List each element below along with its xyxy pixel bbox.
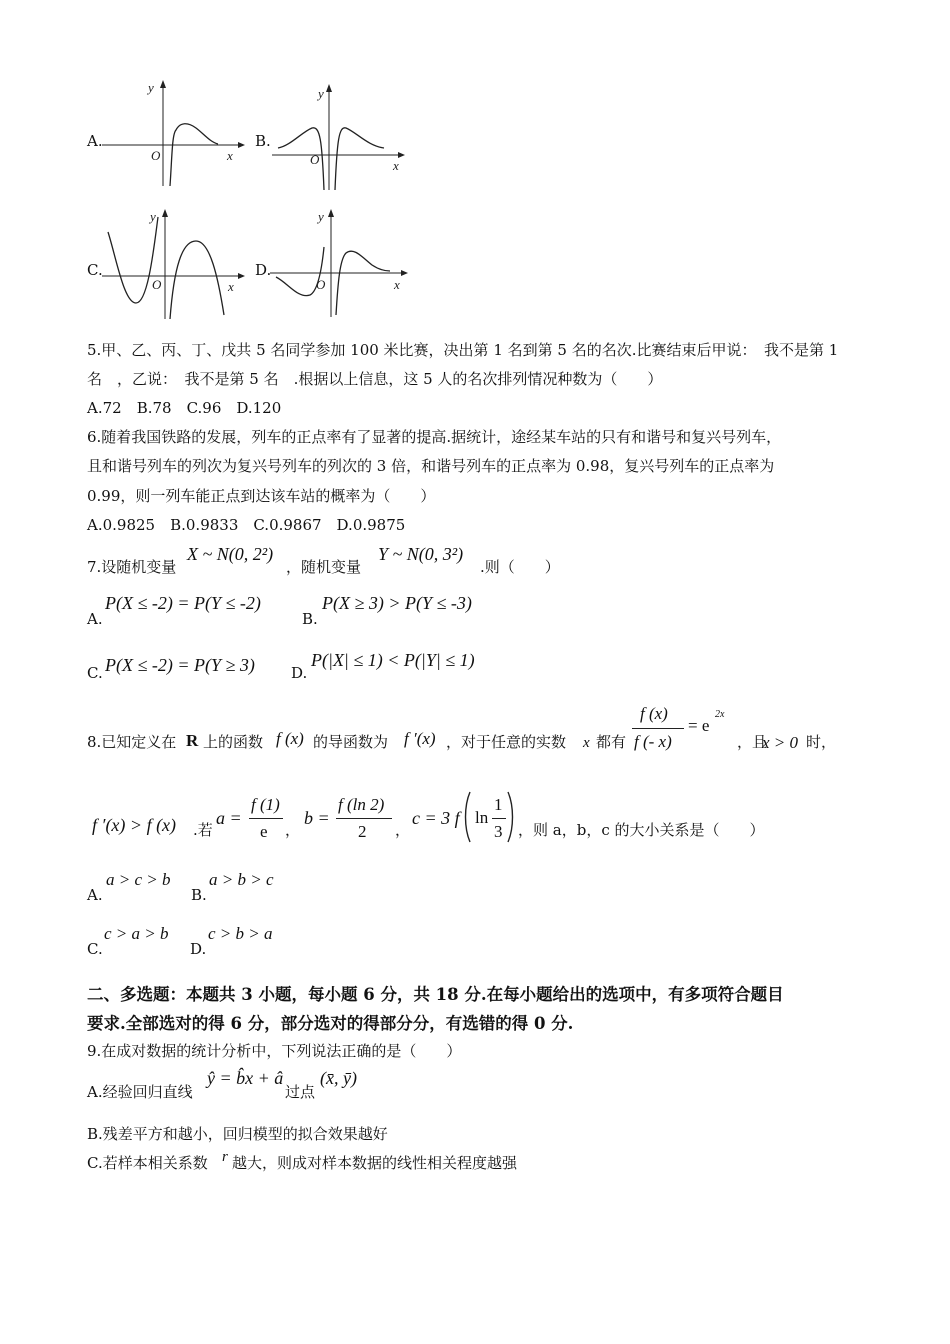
q8-equals-e: = e xyxy=(688,716,710,735)
q8-option-a: a > c > b xyxy=(106,870,171,889)
q8-text-3: ，对于任意的实数 xyxy=(446,733,567,751)
q7-option-b: P(X ≥ 3) > P(Y ≤ -3) xyxy=(322,593,472,613)
y-axis-arrow-icon xyxy=(328,209,334,217)
curve-left xyxy=(108,217,158,303)
y-label: y xyxy=(150,209,156,224)
q7-prefix: 7.设随机变量 xyxy=(87,558,177,576)
q8-left-paren-icon xyxy=(462,790,472,844)
q8-derivative-condition: f ′(x) > f (x) xyxy=(92,815,177,835)
q9-regression-equation: ŷ = b̂x + â xyxy=(207,1068,284,1088)
q7-option-b-label: B. xyxy=(302,610,318,628)
q8-exponent: 2x xyxy=(715,709,725,720)
q8-fraction-denominator: f (- x) xyxy=(634,732,672,751)
q8-option-a-label: A. xyxy=(87,886,103,904)
curve-right xyxy=(335,128,384,190)
q7-y-distribution: Y ~ N(0, 3²) xyxy=(378,544,464,564)
graph-option-d-label: D. xyxy=(255,261,272,279)
q7-option-d-label: D. xyxy=(291,664,308,682)
q6-options: A.0.9825 B.0.9833 C.0.9867 D.0.9875 xyxy=(87,516,406,534)
origin-label: O xyxy=(151,148,161,163)
origin-label: O xyxy=(152,277,162,292)
q8-fx: f (x) xyxy=(276,729,304,748)
q7-option-d: P(|X| ≤ 1) < P(|Y| ≤ 1) xyxy=(311,650,475,670)
y-label: y xyxy=(318,86,324,101)
q9-stem: 9.在成对数据的统计分析中，下列说法正确的是（ ） xyxy=(87,1042,462,1060)
q5-line-2: 名 ，乙说： 我不是第 5 名 .根据以上信息，这 5 人的名次排列情况种数为（ ） xyxy=(87,370,663,388)
q9-option-c-post: 越大，则成对样本数据的线性相关程度越强 xyxy=(232,1154,518,1172)
x-label: x xyxy=(228,279,234,294)
q8-text-1: 上的函数 xyxy=(203,733,264,751)
x-axis-arrow-icon xyxy=(238,142,245,148)
q8-fraction-bar xyxy=(632,728,684,729)
q8-c-eq: c = 3 f xyxy=(412,808,460,828)
q8-comma-2: ， xyxy=(395,821,411,839)
q8-fprime: f ′(x) xyxy=(404,729,436,748)
q7-suffix: .则（ ） xyxy=(480,558,560,576)
curve-right xyxy=(336,251,390,315)
q8-fraction-numerator: f (x) xyxy=(640,704,668,723)
q6-line-3: 0.99，则一列车能正点到达该车站的概率为（ ） xyxy=(87,487,436,505)
y-axis-arrow-icon xyxy=(326,84,332,92)
q9-option-a-mid: 过点 xyxy=(285,1083,316,1101)
q6-line-2: 且和谐号列车的列次为复兴号列车的列次的 3 倍，和谐号列车的正点率为 0.98，复兴号列车的正点率为 xyxy=(87,457,775,475)
y-axis-arrow-icon xyxy=(160,80,166,88)
x-axis-arrow-icon xyxy=(401,270,408,276)
q8-c-numerator: 1 xyxy=(494,795,503,814)
q8-b-eq: b = xyxy=(304,808,330,828)
section-2-heading-line-1: 二、多选题：本题共 3 小题，每小题 6 分，共 18 分.在每小题给出的选项中，有多项符合题目 xyxy=(87,985,784,1004)
graph-option-a xyxy=(100,78,245,190)
q8-option-d: c > b > a xyxy=(208,924,273,943)
graph-option-c-label: C. xyxy=(87,261,103,279)
q7-option-a-label: A. xyxy=(87,610,103,628)
q9-option-a-prefix: A.经验回归直线 xyxy=(87,1083,193,1101)
x-label: x xyxy=(394,277,400,292)
q8-a-numerator: f (1) xyxy=(251,795,280,814)
q8-comma-1: ， xyxy=(285,821,301,839)
x-axis-arrow-icon xyxy=(238,273,245,279)
q7-x-distribution: X ~ N(0, 2²) xyxy=(187,544,274,564)
q8-a-fraction-bar xyxy=(249,818,283,819)
q7-option-a: P(X ≤ -2) = P(Y ≤ -2) xyxy=(105,593,261,613)
y-axis-arrow-icon xyxy=(162,209,168,217)
q6-line-1: 6.随着我国铁路的发展，列车的正点率有了显著的提高.据统计，途经某车站的只有和谐号和复兴号列车， xyxy=(87,428,782,446)
q8-text-2: 的导函数为 xyxy=(313,733,389,751)
x-label: x xyxy=(393,158,399,173)
graph-option-c xyxy=(100,207,245,322)
curve-right xyxy=(170,241,224,319)
q7-mid: ，随机变量 xyxy=(286,558,362,576)
q8-c-ln: ln xyxy=(475,808,489,827)
q8-option-b-label: B. xyxy=(191,886,207,904)
q8-x: x xyxy=(583,735,590,751)
q8-c-fraction-bar xyxy=(492,818,506,819)
q5-options: A.72 B.78 C.96 D.120 xyxy=(87,399,282,417)
q8-text-4: 都有 xyxy=(596,733,627,751)
q8-c-denominator: 3 xyxy=(494,822,503,841)
graph-option-b xyxy=(270,82,405,192)
q8-b-denominator: 2 xyxy=(358,822,367,841)
q8-b-fraction-bar xyxy=(336,818,392,819)
q9-option-c-prefix: C.若样本相关系数 xyxy=(87,1154,208,1172)
q9-sample-center: (x̄, ȳ) xyxy=(320,1068,357,1088)
q8-b-numerator: f (ln 2) xyxy=(338,795,385,814)
q8-real-set: R xyxy=(186,731,199,750)
q8-if: .若 xyxy=(193,821,213,839)
q8-a-eq: a = xyxy=(216,808,242,828)
graph-option-a-label: A. xyxy=(87,132,103,150)
q9-r: r xyxy=(222,1149,228,1165)
q8-option-b: a > b > c xyxy=(209,870,274,889)
y-label: y xyxy=(148,80,154,95)
origin-label: O xyxy=(310,152,320,167)
q7-option-c: P(X ≤ -2) = P(Y ≥ 3) xyxy=(105,655,255,675)
q8-condition: x > 0 xyxy=(762,733,799,752)
q9-option-b: B.残差平方和越小，回归模型的拟合效果越好 xyxy=(87,1125,388,1143)
q8-option-c-label: C. xyxy=(87,940,103,958)
q8-option-c: c > a > b xyxy=(104,924,169,943)
curve xyxy=(170,124,218,186)
q8-option-d-label: D. xyxy=(190,940,207,958)
graph-option-b-label: B. xyxy=(255,132,271,150)
x-label: x xyxy=(227,148,233,163)
q8-a-denominator: e xyxy=(260,822,268,841)
q8-right-paren-icon xyxy=(506,790,516,844)
q5-line-1: 5.甲、乙、丙、丁、戊共 5 名同学参加 100 米比赛，决出第 1 名到第 5 名的名次.比赛结束后甲说： 我不是第 1 xyxy=(87,341,839,359)
graph-option-d xyxy=(268,207,408,319)
q8-prefix: 8.已知定义在 xyxy=(87,733,177,751)
q8-text-6: 时， xyxy=(806,733,837,751)
q8-text-5: ，且 xyxy=(737,733,768,751)
x-axis-arrow-icon xyxy=(398,152,405,158)
section-2-heading-line-2: 要求.全部选对的得 6 分，部分选对的得部分分，有选错的得 0 分. xyxy=(87,1014,574,1033)
y-label: y xyxy=(318,209,324,224)
q8-text-7: ，则 a，b，c 的大小关系是（ ） xyxy=(518,821,765,839)
origin-label: O xyxy=(316,277,326,292)
q7-option-c-label: C. xyxy=(87,664,103,682)
